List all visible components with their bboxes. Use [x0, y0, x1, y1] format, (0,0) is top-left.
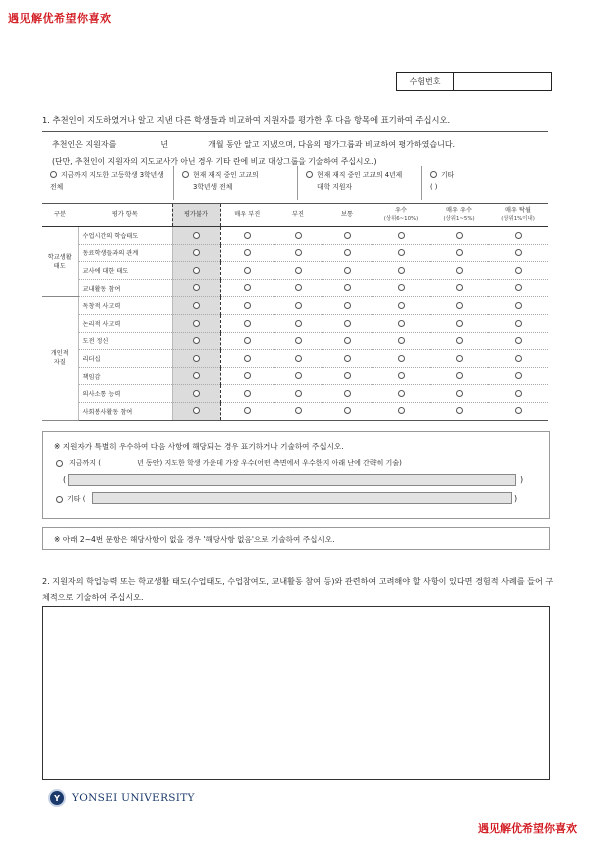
rating-cell	[172, 350, 220, 368]
rating-radio[interactable]	[515, 407, 522, 414]
rating-cell	[322, 279, 372, 297]
rating-cell	[274, 297, 322, 315]
rating-cell	[488, 350, 548, 368]
intro-text-1: 추천인은 지원자를	[52, 140, 117, 149]
header-category: 구분	[42, 204, 78, 227]
rating-radio[interactable]	[456, 390, 463, 397]
paren-close: )	[520, 475, 524, 484]
rating-cell	[322, 314, 372, 332]
rating-radio[interactable]	[398, 372, 405, 379]
header-average: 보통	[322, 204, 372, 227]
yonsei-logo	[48, 789, 195, 807]
radio-button[interactable]	[50, 171, 57, 178]
rating-radio[interactable]	[515, 284, 522, 291]
rating-cell	[488, 227, 548, 245]
group-personal	[42, 297, 78, 420]
answer-box[interactable]	[42, 606, 550, 780]
rating-cell	[274, 244, 322, 262]
evaluation-row	[42, 227, 548, 245]
rating-cell	[322, 297, 372, 315]
rating-radio[interactable]	[193, 337, 200, 344]
intro-note: (단만, 추천인이 지원자의 지도교사가 아닌 경우 기타 란에 비교 대상그룹을 기술하여 주십시오.)	[52, 157, 377, 166]
other-description-field[interactable]	[92, 492, 512, 504]
group-option-other[interactable]	[422, 166, 548, 200]
intro-line	[52, 139, 455, 150]
rating-radio[interactable]	[244, 302, 251, 309]
rating-cell	[488, 244, 548, 262]
rating-radio[interactable]	[193, 355, 200, 362]
header-very-good-sub: (상위1~5%)	[443, 216, 475, 222]
rating-radio[interactable]	[244, 284, 251, 291]
rating-radio[interactable]	[344, 407, 351, 414]
header-na: 평가불가	[172, 204, 220, 227]
rating-radio[interactable]	[344, 390, 351, 397]
rating-radio[interactable]	[193, 320, 200, 327]
rating-cell	[322, 402, 372, 420]
header-good	[372, 204, 430, 227]
rating-radio[interactable]	[398, 267, 405, 274]
divider	[42, 131, 548, 132]
group-label: 개인적	[50, 350, 69, 358]
rating-cell	[274, 350, 322, 368]
rating-cell	[274, 279, 322, 297]
header-excellent	[488, 204, 548, 227]
rating-radio[interactable]	[193, 232, 200, 239]
rating-cell	[372, 332, 430, 350]
question-2-title: 2. 지원자의 학업능력 또는 학교생활 태도(수업태도, 수업참여도, 교내활동 참여 등)와 관련하여 고려해야 할 사항이 있다면 경험적 사례를 들어 구체적으로 기술하여 주십시오.	[42, 576, 554, 602]
comparison-group-row	[42, 166, 548, 200]
evaluation-row	[42, 350, 548, 368]
rating-radio[interactable]	[456, 267, 463, 274]
group-option-text: 3학년생 전체	[193, 183, 233, 191]
rating-radio[interactable]	[456, 355, 463, 362]
radio-button[interactable]	[182, 171, 189, 178]
group-option-text: 기타	[441, 171, 455, 179]
evaluation-row	[42, 314, 548, 332]
rating-radio[interactable]	[456, 407, 463, 414]
rating-radio[interactable]	[456, 302, 463, 309]
rating-radio[interactable]	[295, 320, 302, 327]
group-option-text: 대학 지원자	[317, 183, 352, 191]
rating-cell	[372, 367, 430, 385]
watermark-top: 遇见解优希望你喜欢	[8, 12, 112, 25]
evaluation-row	[42, 244, 548, 262]
exam-number-field[interactable]	[454, 73, 551, 90]
header-excellent-sub: (상위1%이내)	[501, 216, 535, 222]
radio-button[interactable]	[430, 171, 437, 178]
rating-radio[interactable]	[244, 355, 251, 362]
header-good-label: 우수	[395, 207, 407, 214]
rating-radio[interactable]	[398, 337, 405, 344]
group-option-1[interactable]	[42, 166, 174, 200]
rating-cell	[372, 385, 430, 403]
rating-radio[interactable]	[344, 320, 351, 327]
header-very-good-label: 매우 우수	[446, 207, 472, 214]
evaluation-row	[42, 332, 548, 350]
evaluation-item-label: 독창적 사고력	[78, 297, 172, 315]
header-weak: 부진	[274, 204, 322, 227]
rating-radio[interactable]	[244, 267, 251, 274]
evaluation-item-label: 책임감	[78, 367, 172, 385]
rating-cell	[430, 279, 488, 297]
rating-radio[interactable]	[295, 407, 302, 414]
rating-cell	[220, 297, 274, 315]
evaluation-item-label: 사회봉사활동 참여	[78, 402, 172, 420]
rating-radio[interactable]	[515, 267, 522, 274]
group-option-text: 현재 재직 중인 고교의	[193, 171, 259, 179]
rating-cell	[172, 227, 220, 245]
radio-button[interactable]	[56, 496, 63, 503]
rating-cell	[220, 402, 274, 420]
rating-cell	[322, 244, 372, 262]
header-item: 평가 항목	[78, 204, 172, 227]
paren-open: (	[63, 475, 67, 484]
rating-radio[interactable]	[456, 232, 463, 239]
rating-radio[interactable]	[193, 407, 200, 414]
rating-cell	[274, 367, 322, 385]
rating-cell	[430, 402, 488, 420]
rating-radio[interactable]	[344, 267, 351, 274]
group-option-2[interactable]	[174, 166, 298, 200]
rating-cell	[172, 402, 220, 420]
rating-radio[interactable]	[456, 284, 463, 291]
header-good-sub: (상위6~10%)	[383, 216, 419, 222]
rating-cell	[274, 402, 322, 420]
rating-radio[interactable]	[193, 302, 200, 309]
rating-cell	[430, 332, 488, 350]
evaluation-item-label: 수업시간의 학습태도	[78, 227, 172, 245]
rating-cell	[172, 314, 220, 332]
special-option-best[interactable]	[56, 458, 402, 468]
rating-radio[interactable]	[244, 337, 251, 344]
rating-cell	[488, 367, 548, 385]
evaluation-item-label: 교내활동 참여	[78, 279, 172, 297]
evaluation-row	[42, 402, 548, 420]
evaluation-row	[42, 279, 548, 297]
header-very-good	[430, 204, 488, 227]
rating-cell	[274, 262, 322, 280]
rating-radio[interactable]	[515, 302, 522, 309]
rating-radio[interactable]	[515, 372, 522, 379]
rating-radio[interactable]	[515, 320, 522, 327]
rating-cell	[220, 367, 274, 385]
rating-radio[interactable]	[398, 355, 405, 362]
rating-radio[interactable]	[295, 267, 302, 274]
rating-radio[interactable]	[398, 390, 405, 397]
rating-cell	[430, 227, 488, 245]
rating-cell	[372, 227, 430, 245]
rating-radio[interactable]	[398, 407, 405, 414]
rating-cell	[488, 314, 548, 332]
rating-radio[interactable]	[295, 302, 302, 309]
rating-radio[interactable]	[193, 390, 200, 397]
rating-radio[interactable]	[344, 284, 351, 291]
rating-cell	[322, 385, 372, 403]
rating-radio[interactable]	[398, 284, 405, 291]
group-school-life	[42, 227, 78, 297]
rating-cell	[220, 279, 274, 297]
rating-cell	[430, 367, 488, 385]
rating-cell	[322, 367, 372, 385]
rating-cell	[172, 367, 220, 385]
rating-radio[interactable]	[244, 232, 251, 239]
evaluation-row	[42, 385, 548, 403]
header-excellent-label: 매우 탁월	[505, 207, 531, 214]
rating-radio[interactable]	[398, 232, 405, 239]
rating-cell	[488, 297, 548, 315]
evaluation-item-label: 논리적 사고력	[78, 314, 172, 332]
rating-cell	[372, 314, 430, 332]
group-label: 자질	[53, 359, 66, 367]
group-option-3[interactable]	[298, 166, 422, 200]
evaluation-row	[42, 367, 548, 385]
rating-radio[interactable]	[344, 355, 351, 362]
rating-cell	[488, 332, 548, 350]
rating-radio[interactable]	[398, 302, 405, 309]
rating-radio[interactable]	[515, 232, 522, 239]
rating-radio[interactable]	[295, 232, 302, 239]
header-very-weak: 매우 부진	[220, 204, 274, 227]
rating-radio[interactable]	[456, 249, 463, 256]
university-name: YONSEI UNIVERSITY	[72, 792, 195, 804]
special-text-1: 지금까지 (	[69, 459, 102, 467]
rating-radio[interactable]	[244, 390, 251, 397]
intro-text-3: 개월 동안 알고 지냈으며, 다음의 평가그룹과 비교하여 평가하였습니다.	[208, 140, 456, 149]
rating-radio[interactable]	[344, 337, 351, 344]
evaluation-table	[42, 203, 548, 421]
rating-cell	[274, 314, 322, 332]
rating-cell	[430, 385, 488, 403]
rating-radio[interactable]	[398, 249, 405, 256]
rating-radio[interactable]	[193, 267, 200, 274]
radio-button[interactable]	[56, 460, 63, 467]
rating-radio[interactable]	[193, 284, 200, 291]
evaluation-row	[42, 262, 548, 280]
group-label: 태도	[53, 262, 66, 270]
group-label: 학교생활	[47, 253, 72, 261]
rating-radio[interactable]	[456, 337, 463, 344]
rating-radio[interactable]	[295, 372, 302, 379]
rating-radio[interactable]	[344, 302, 351, 309]
rating-cell	[372, 279, 430, 297]
rating-cell	[488, 385, 548, 403]
rating-cell	[220, 227, 274, 245]
radio-button[interactable]	[306, 171, 313, 178]
rating-cell	[172, 262, 220, 280]
rating-cell	[430, 350, 488, 368]
rating-radio[interactable]	[244, 372, 251, 379]
rating-radio[interactable]	[295, 249, 302, 256]
rating-cell	[220, 244, 274, 262]
rating-radio[interactable]	[295, 355, 302, 362]
rating-cell	[172, 297, 220, 315]
exam-number-label: 수험번호	[397, 73, 454, 90]
paren-close: )	[514, 494, 518, 503]
rating-cell	[220, 332, 274, 350]
rating-radio[interactable]	[515, 390, 522, 397]
special-title: ※ 지원자가 특별히 우수하여 다음 사항에 해당되는 경우 표기하거나 기술하여 주십시오.	[54, 442, 344, 451]
rating-cell	[220, 385, 274, 403]
rating-radio[interactable]	[244, 249, 251, 256]
rating-radio[interactable]	[456, 372, 463, 379]
evaluation-item-label: 도전 정신	[78, 332, 172, 350]
university-seal-icon: Y	[48, 789, 66, 807]
rating-cell	[322, 262, 372, 280]
best-description-field[interactable]	[68, 474, 516, 486]
intro-text-2: 년	[160, 140, 169, 149]
rating-cell	[322, 332, 372, 350]
rating-cell	[372, 402, 430, 420]
watermark-bottom: 遇见解优希望你喜欢	[478, 822, 577, 835]
rating-radio[interactable]	[193, 372, 200, 379]
rating-cell	[172, 332, 220, 350]
rating-cell	[372, 244, 430, 262]
rating-cell	[274, 227, 322, 245]
group-option-text: 지금까지 지도한 고등학생 3학년생	[61, 171, 164, 179]
rating-cell	[430, 314, 488, 332]
rating-cell	[430, 297, 488, 315]
rating-radio[interactable]	[398, 320, 405, 327]
rating-radio[interactable]	[295, 390, 302, 397]
rating-cell	[322, 227, 372, 245]
rating-cell	[274, 385, 322, 403]
rating-cell	[488, 279, 548, 297]
rating-radio[interactable]	[344, 232, 351, 239]
exam-number-box	[396, 72, 552, 91]
evaluation-item-label: 동료학생들과의 관계	[78, 244, 172, 262]
rating-radio[interactable]	[515, 249, 522, 256]
evaluation-item-label: 교사에 대한 태도	[78, 262, 172, 280]
rating-radio[interactable]	[515, 337, 522, 344]
group-option-other-field[interactable]: ( )	[430, 183, 438, 191]
rating-cell	[172, 279, 220, 297]
rating-cell	[322, 350, 372, 368]
evaluation-row	[42, 297, 548, 315]
rating-cell	[220, 350, 274, 368]
rating-cell	[220, 314, 274, 332]
evaluation-rows	[42, 227, 548, 421]
rating-radio[interactable]	[295, 337, 302, 344]
special-text-2: 년 동안) 지도한 학생 가운데 가장 우수(어떤 측면에서 우수한지 아래 난에 간략히 기술)	[137, 459, 402, 467]
special-option-other[interactable]	[56, 494, 85, 504]
group-option-text: 현재 재직 중인 고교의 4년제	[317, 171, 403, 179]
rating-cell	[430, 244, 488, 262]
rating-cell	[488, 262, 548, 280]
rating-radio[interactable]	[244, 320, 251, 327]
rating-cell	[220, 262, 274, 280]
rating-radio[interactable]	[193, 249, 200, 256]
rating-radio[interactable]	[456, 320, 463, 327]
rating-radio[interactable]	[344, 249, 351, 256]
group-option-text: 전체	[50, 183, 64, 191]
note-text: ※ 아래 2~4번 문항은 해당사항이 없을 경우 '해당사항 없음'으로 기술하여 주십시오.	[54, 535, 335, 544]
evaluation-item-label: 의사소통 능력	[78, 385, 172, 403]
rating-radio[interactable]	[295, 284, 302, 291]
rating-cell	[430, 262, 488, 280]
rating-cell	[372, 350, 430, 368]
rating-cell	[172, 244, 220, 262]
question-1-title: 1. 추천인이 지도하였거나 알고 지낸 다른 학생들과 비교하여 지원자를 평가한 후 다음 항목에 표기하여 주십시오.	[42, 115, 451, 125]
evaluation-item-label: 리더십	[78, 350, 172, 368]
rating-cell	[274, 332, 322, 350]
rating-cell	[172, 385, 220, 403]
rating-cell	[372, 262, 430, 280]
rating-cell	[488, 402, 548, 420]
rating-radio[interactable]	[344, 372, 351, 379]
rating-radio[interactable]	[244, 407, 251, 414]
rating-cell	[372, 297, 430, 315]
rating-radio[interactable]	[515, 355, 522, 362]
etc-label: 기타 (	[67, 495, 86, 503]
